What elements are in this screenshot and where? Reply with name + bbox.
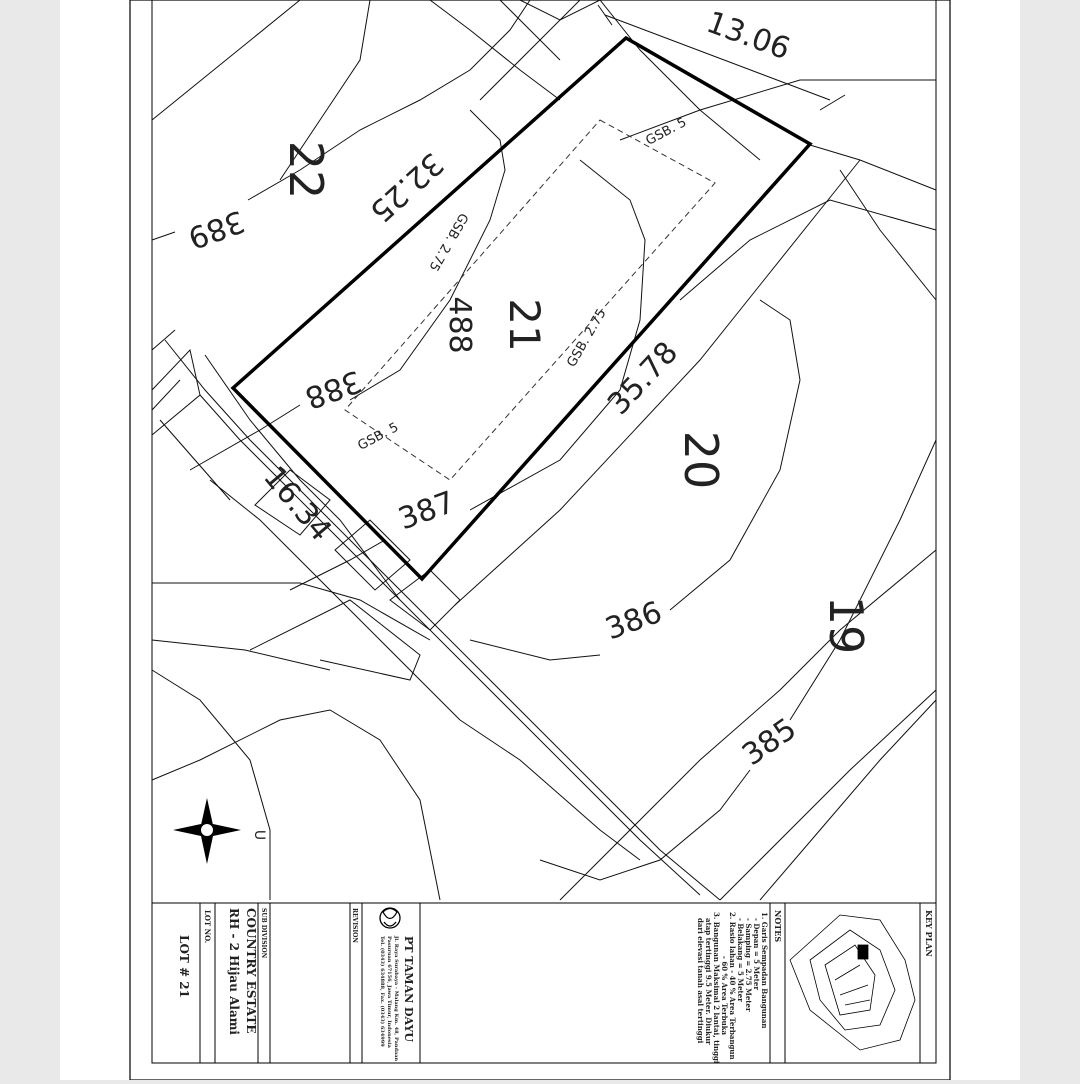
note-line: 2. Rasio lahan - 40 % Area Terbangun	[728, 912, 737, 1060]
dim-right-label: 35.78	[600, 335, 686, 422]
contour-label-388: 388	[300, 362, 367, 416]
lot-no-value: LOT # 21	[177, 935, 191, 998]
dim-bottom-label: 16.34	[256, 459, 339, 549]
setback-label-side-left: GSB. 2.75	[425, 210, 471, 274]
neighbor-lot-19: 19	[819, 595, 873, 655]
note-line: dari elevasi tanah asal tertinggi	[696, 918, 705, 1044]
north-arrow-icon	[173, 798, 241, 864]
revision-label: REVISION	[351, 908, 358, 943]
lot-area-label: 488	[442, 296, 477, 354]
note-line: atap tertinggi 9.5 Meter. Diukur	[704, 918, 713, 1045]
sub-division-line2: RH - 2 Hijau Alami	[227, 908, 241, 1035]
neighbor-lot-20: 20	[674, 430, 728, 490]
company-address-line: Tel. (0343) 634888, Fax. (0343) 634999	[379, 936, 385, 1047]
notes-list	[696, 912, 769, 1064]
sub-division-line1: COUNTRY ESTATE	[244, 908, 258, 1034]
note-line: - Belakang = 5 Meter	[736, 918, 745, 1002]
contour-label-389: 389	[183, 202, 250, 256]
contour-label-385: 385	[736, 711, 804, 773]
dim-left-label: 32.25	[362, 145, 450, 229]
drawing-sheet	[60, 0, 1020, 1080]
note-line: 3. Bangunan Maksimal 2 lantai, tinggi	[712, 912, 721, 1064]
company-address-line: Pasuruan 67156, Jawa Timur, Indonesia	[386, 936, 392, 1048]
note-line: - Depan = 5 Meter	[752, 918, 761, 991]
contour-label-386: 386	[600, 594, 667, 648]
note-line: - 60 % Area Terbuka	[720, 956, 729, 1036]
setback-label-front: GSB. 5	[355, 420, 402, 454]
title-block	[152, 903, 936, 1063]
neighbor-lot-22: 22	[279, 140, 333, 200]
sub-division-label: SUB DIVISION	[260, 908, 267, 959]
dim-top-label: 13.06	[701, 4, 795, 68]
company-address-line: Jl. Raya Surabaya - Malang Km. 48, Pandaan	[393, 936, 399, 1062]
road-and-lot-lines	[152, 0, 936, 900]
lot-number-label: 21	[500, 298, 549, 352]
note-line: - Samping = 2.75 Meter	[744, 918, 753, 1012]
key-plan-label: KEY PLAN	[924, 910, 934, 957]
note-line: 1. Garis Sempadan Bangunan	[760, 912, 769, 1029]
lot-no-label: LOT NO.	[203, 910, 212, 944]
key-plan-map	[790, 915, 915, 1050]
contour-label-387: 387	[393, 484, 460, 538]
north-label: U	[251, 829, 267, 841]
company-name: PT TAMAN DAYU	[402, 936, 415, 1042]
setback-label-rear: GSB. 5	[643, 115, 690, 149]
setback-label-side-right: GSB. 2.75	[564, 306, 610, 370]
site-plan-drawing	[60, 0, 1020, 1080]
company-logo-icon	[380, 908, 400, 928]
notes-label: NOTES	[773, 910, 783, 943]
